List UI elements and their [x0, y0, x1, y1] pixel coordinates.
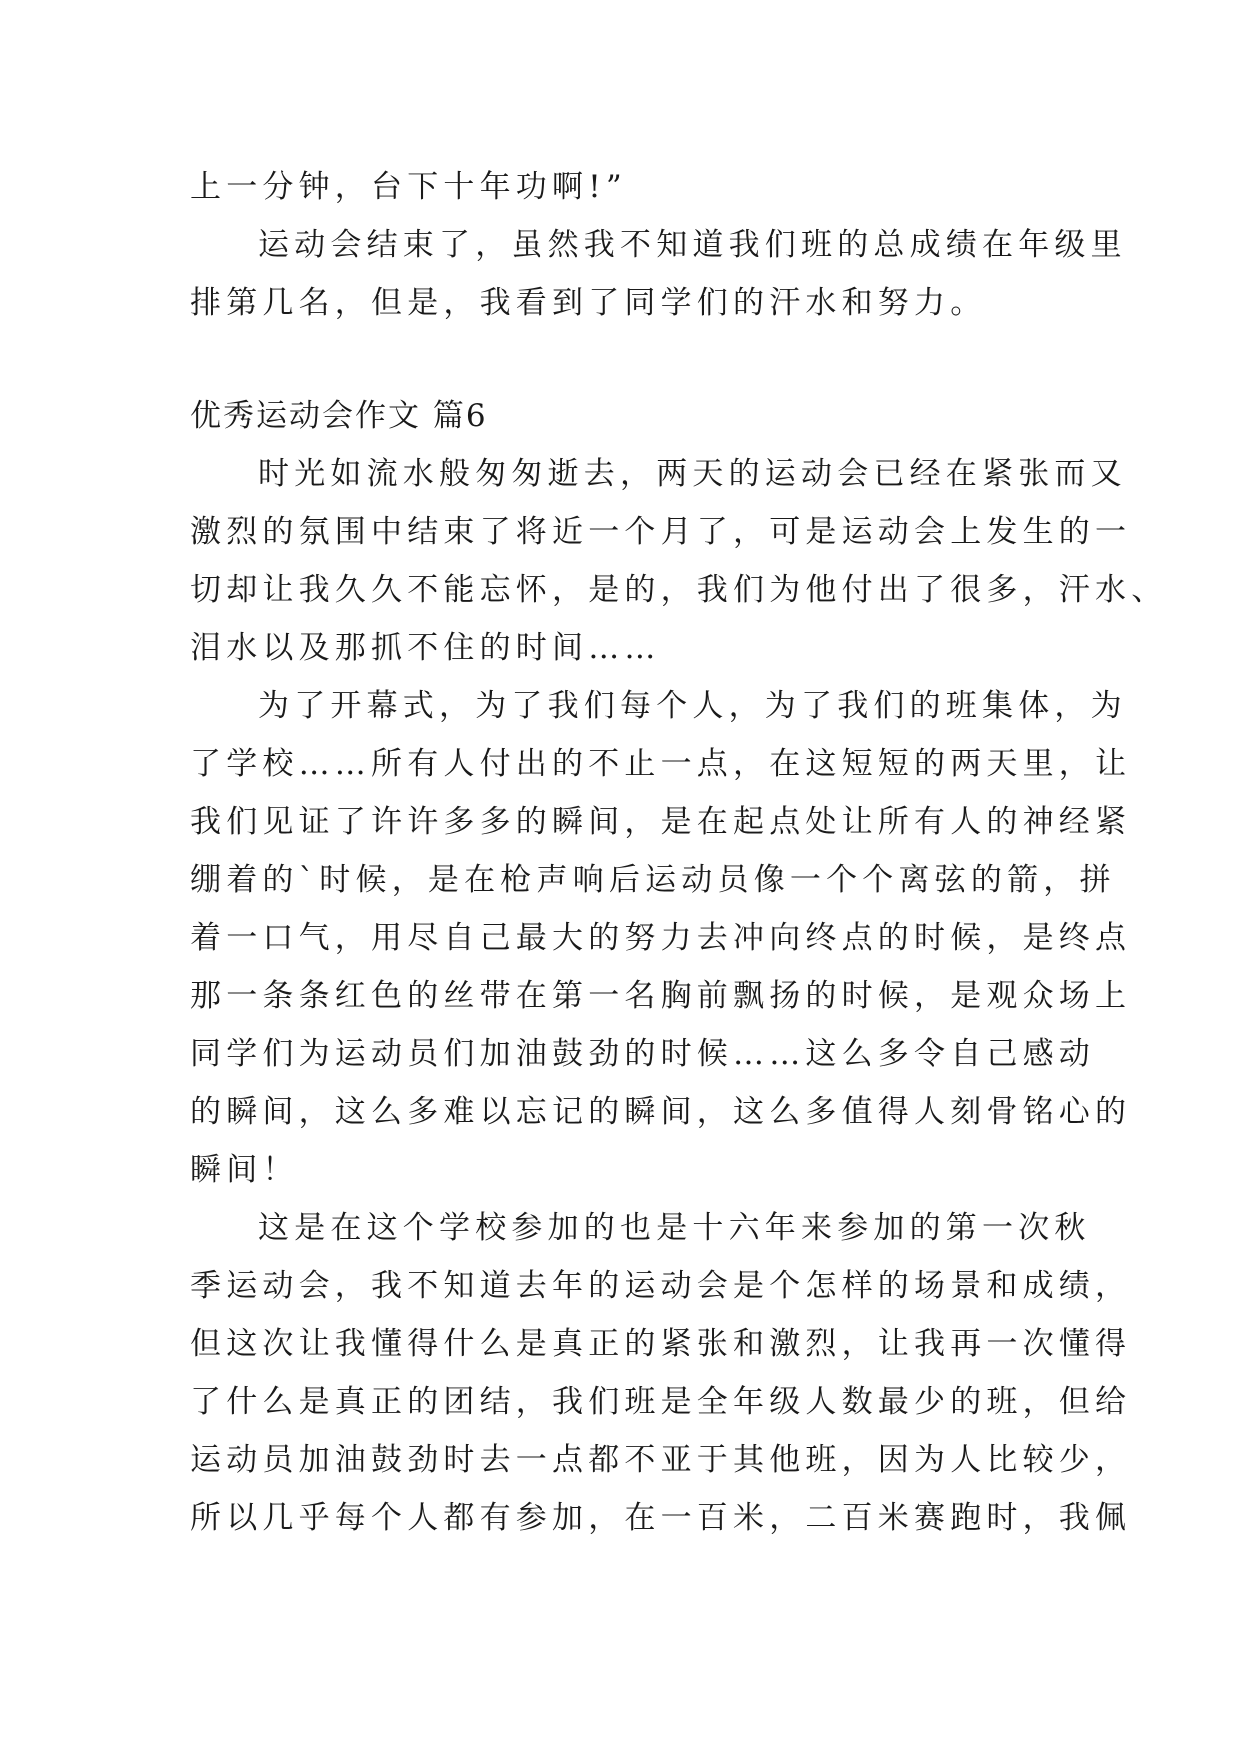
text-line: 的瞬间，这么多难以忘记的瞬间，这么多值得人刻骨铭心的	[190, 1094, 1132, 1130]
text-line: 但这次让我懂得什么是真正的紧张和激烈，让我再一次懂得	[190, 1326, 1132, 1362]
text-line: 着一口气，用尽自己最大的努力去冲向终点的时候，是终点	[190, 920, 1132, 956]
text-line: 上一分钟，台下十年功啊!”	[190, 169, 627, 205]
text-line: 泪水以及那抓不住的时间……	[190, 630, 661, 666]
text-line: 瞬间！	[190, 1152, 299, 1188]
text-line: 季运动会，我不知道去年的运动会是个怎样的场景和成绩，	[190, 1268, 1132, 1304]
text-line: 排第几名，但是，我看到了同学们的汗水和努力。	[190, 285, 987, 321]
document-body	[190, 158, 1168, 1547]
text-line: 运动员加油鼓劲时去一点都不亚于其他班，因为人比较少，	[190, 1442, 1132, 1478]
text-line: 这是在这个学校参加的也是十六年来参加的第一次秋	[258, 1210, 1091, 1246]
text-line: 切却让我久久不能忘怀，是的，我们为他付出了很多，汗水、	[190, 572, 1168, 608]
text-line: 运动会结束了，虽然我不知道我们班的总成绩在年级里	[258, 227, 1127, 263]
text-line: 那一条条红色的丝带在第一名胸前飘扬的时候，是观众场上	[190, 978, 1132, 1014]
text-line: 时光如流水般匆匆逝去，两天的运动会已经在紧张而又	[258, 456, 1127, 492]
text-line: 了学校……所有人付出的不止一点，在这短短的两天里，让	[190, 746, 1132, 782]
text-line: 为了开幕式，为了我们每个人，为了我们的班集体，为	[258, 688, 1127, 724]
text-line: 绷着的`时候，是在枪声响后运动员像一个个离弦的箭，拼	[190, 862, 1116, 898]
text-line: 我们见证了许许多多的瞬间，是在起点处让所有人的神经紧	[190, 804, 1132, 840]
section-heading: 优秀运动会作文 篇6	[190, 398, 488, 434]
text-line: 了什么是真正的团结，我们班是全年级人数最少的班，但给	[190, 1384, 1132, 1420]
text-line: 激烈的氛围中结束了将近一个月了，可是运动会上发生的一	[190, 514, 1132, 550]
text-line: 同学们为运动员们加油鼓劲的时候……这么多令自己感动	[190, 1036, 1095, 1072]
text-line: 所以几乎每个人都有参加，在一百米，二百米赛跑时，我佩	[190, 1500, 1132, 1536]
